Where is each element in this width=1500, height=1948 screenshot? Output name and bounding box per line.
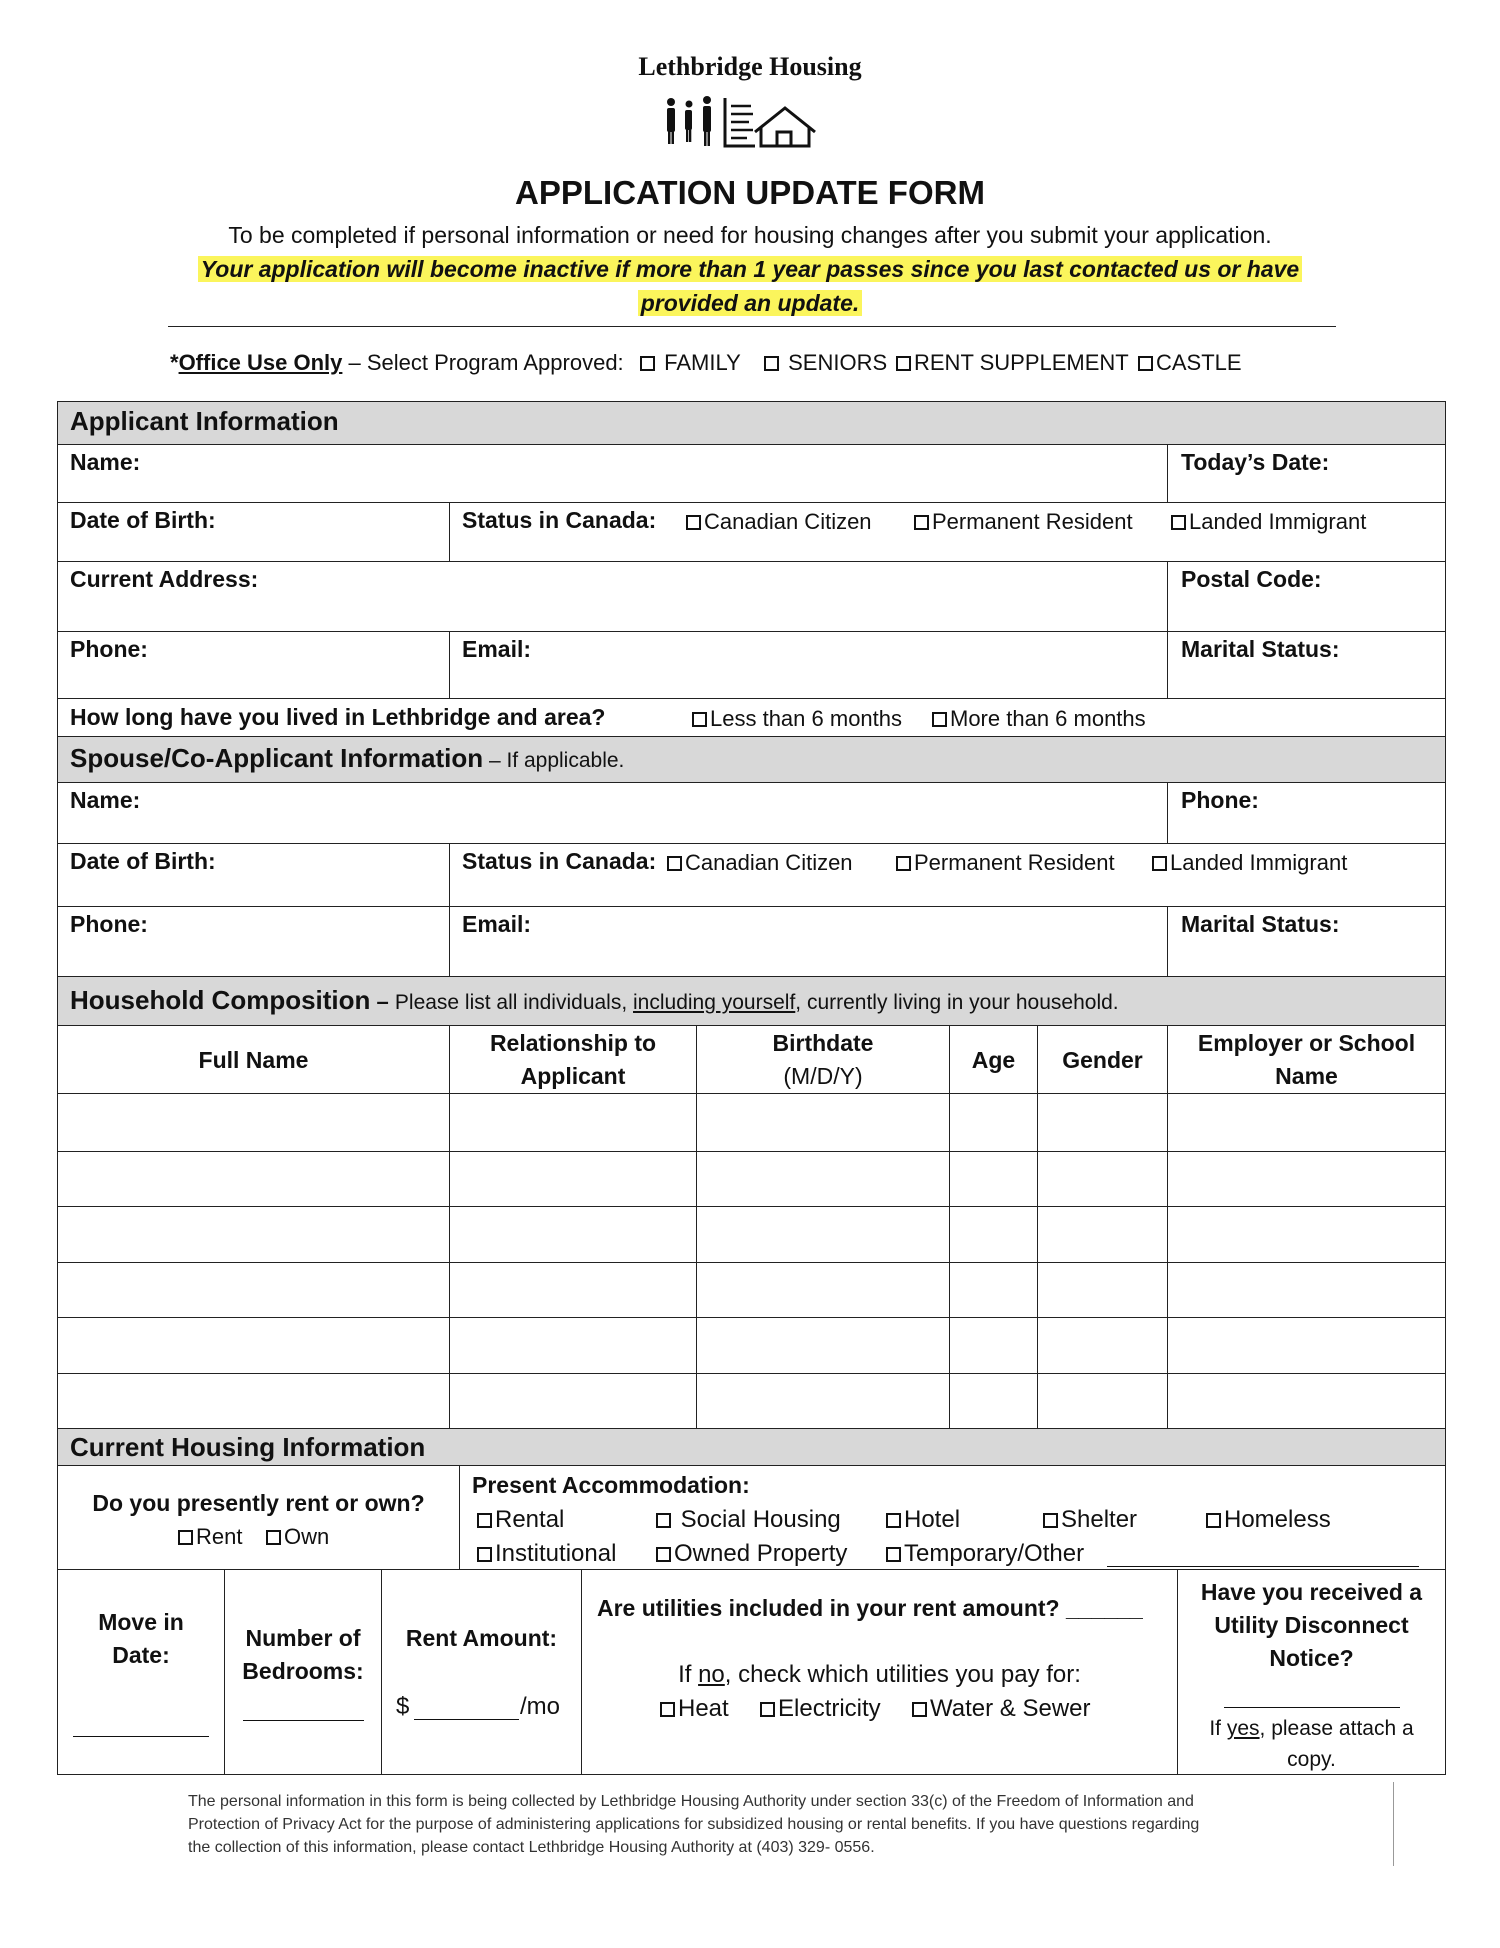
checkbox[interactable] (477, 1547, 492, 1562)
checkbox[interactable] (178, 1530, 193, 1545)
col-employer: Employer or School Name (1197, 1030, 1416, 1089)
applicant-section-title: Applicant Information (70, 406, 339, 436)
household-row-3[interactable] (58, 1207, 1445, 1262)
applicant-email-field[interactable]: Email: (462, 636, 532, 662)
spouse-marital-field[interactable]: Marital Status: (1181, 911, 1340, 937)
col-full-name: Full Name (198, 1047, 309, 1073)
checkbox[interactable] (886, 1513, 901, 1528)
household-row-2[interactable] (58, 1152, 1445, 1206)
checkbox[interactable] (656, 1513, 671, 1528)
disconnect-attach-note: If yes, please attach a copy. (1209, 1717, 1414, 1771)
rent-or-own-question: Do you presently rent or own? (92, 1490, 425, 1516)
household-section-title: Household Composition – Please list all individuals, including yourself, currently living in your household. (70, 985, 1119, 1015)
accommodation-temporary-other[interactable]: Temporary/Other (886, 1540, 1084, 1568)
applicant-status-landed[interactable]: Landed Immigrant (1171, 509, 1366, 535)
utilities-question[interactable]: Are utilities included in your rent amount? ______ (597, 1595, 1143, 1621)
postal-code-field[interactable]: Postal Code: (1181, 566, 1322, 592)
logo (600, 52, 900, 152)
spouse-status-label: Status in Canada: (462, 848, 657, 874)
header-divider (168, 326, 1336, 327)
checkbox[interactable] (932, 712, 947, 727)
checkbox[interactable] (1171, 515, 1186, 530)
checkbox[interactable] (1206, 1513, 1221, 1528)
present-accommodation-label: Present Accommodation: (472, 1472, 750, 1498)
accommodation-owned-property[interactable]: Owned Property (656, 1540, 847, 1568)
utility-water-sewer[interactable]: Water & Sewer (912, 1695, 1091, 1723)
own-option[interactable]: Own (266, 1524, 329, 1550)
accommodation-rental[interactable]: Rental (477, 1506, 564, 1534)
spouse-dob-field[interactable]: Date of Birth: (70, 848, 216, 874)
spouse-name-field[interactable]: Name: (70, 787, 141, 813)
household-row-5[interactable] (58, 1318, 1445, 1373)
program-rent-supplement-option[interactable]: RENT SUPPLEMENT (896, 350, 1129, 376)
spouse-section-title: Spouse/Co-Applicant Information – If applicable. (70, 743, 625, 773)
move-in-date-blank[interactable] (73, 1736, 209, 1737)
checkbox[interactable] (1152, 856, 1167, 871)
spouse-phone-top-field[interactable]: Phone: (1181, 787, 1259, 813)
rent-option[interactable]: Rent (178, 1524, 242, 1550)
checkbox[interactable] (692, 712, 707, 727)
privacy-notice: The personal information in this form is being collected by Lethbridge Housing Authority under section 33(c) of the Freedom of Information and Protection of Privacy Act for the purpose of administering applications for subsidized housing or rental benefits. If you have questions regarding the collection of this information, please contact Lethbridge Housing Authority at (403) 329- 0556. (188, 1793, 1200, 1856)
office-use-label: Office Use Only (178, 350, 343, 375)
bedrooms-blank[interactable] (243, 1720, 364, 1721)
rent-dollar-sign: $ (396, 1693, 410, 1720)
rent-amount-label: Rent Amount: (405, 1625, 558, 1651)
col-birthdate: Birthdate (M/D/Y) (772, 1030, 874, 1089)
applicant-name-field[interactable]: Name: (70, 449, 141, 475)
household-row-6[interactable] (58, 1374, 1445, 1428)
applicant-status-label: Status in Canada: (462, 507, 657, 533)
checkbox[interactable] (1043, 1513, 1058, 1528)
checkbox[interactable] (686, 515, 701, 530)
rent-amount-blank[interactable] (414, 1719, 519, 1720)
spouse-email-field[interactable]: Email: (462, 911, 532, 937)
spouse-status-citizen[interactable]: Canadian Citizen (667, 850, 853, 876)
spouse-status-permanent[interactable]: Permanent Resident (896, 850, 1115, 876)
inactive-warning-line2: provided an update. (0, 290, 1500, 317)
accommodation-hotel[interactable]: Hotel (886, 1506, 960, 1534)
checkbox[interactable] (896, 856, 911, 871)
checkbox[interactable] (886, 1547, 901, 1562)
checkbox[interactable] (912, 1702, 927, 1717)
col-relationship: Relationship to Applicant (489, 1030, 657, 1089)
disconnect-question: Have you received a Utility Disconnect Notice? (1200, 1579, 1423, 1671)
col-gender: Gender (1062, 1047, 1143, 1073)
accommodation-social-housing[interactable]: Social Housing (656, 1506, 841, 1534)
applicant-status-citizen[interactable]: Canadian Citizen (686, 509, 872, 535)
bedrooms-label: Number of Bedrooms: (242, 1625, 364, 1684)
accommodation-shelter[interactable]: Shelter (1043, 1506, 1137, 1534)
logo-family-house-icon (663, 92, 843, 152)
footer-side-rule (1393, 1782, 1394, 1866)
spouse-phone-field[interactable]: Phone: (70, 911, 148, 937)
housing-section-title: Current Housing Information (70, 1432, 426, 1462)
checkbox[interactable] (640, 356, 655, 371)
col-age: Age (971, 1047, 1016, 1073)
subtitle: To be completed if personal information or need for housing changes after you submit your application. (228, 222, 1272, 248)
inactive-warning-line1: Your application will become inactive if more than 1 year passes since you last contacted us or have (0, 256, 1500, 283)
current-address-field[interactable]: Current Address: (70, 566, 259, 592)
page-title: APPLICATION UPDATE FORM (515, 174, 985, 211)
lived-more-than-6-months[interactable]: More than 6 months (932, 706, 1146, 732)
temporary-other-blank[interactable] (1107, 1566, 1419, 1567)
program-family-option[interactable]: FAMILY (640, 350, 741, 376)
accommodation-institutional[interactable]: Institutional (477, 1540, 616, 1568)
lived-less-than-6-months[interactable]: Less than 6 months (692, 706, 902, 732)
utilities-if-no: If no, check which utilities you pay for: (678, 1661, 1081, 1688)
checkbox[interactable] (896, 356, 911, 371)
checkbox[interactable] (660, 1702, 675, 1717)
applicant-dob-field[interactable]: Date of Birth: (70, 507, 216, 533)
disconnect-answer-blank[interactable] (1224, 1707, 1400, 1708)
checkbox[interactable] (1138, 356, 1153, 371)
rent-per-month: /mo (520, 1693, 561, 1720)
checkbox[interactable] (667, 856, 682, 871)
utility-electricity[interactable]: Electricity (760, 1695, 881, 1723)
checkbox[interactable] (656, 1547, 671, 1562)
checkbox[interactable] (760, 1702, 775, 1717)
checkbox[interactable] (764, 356, 779, 371)
household-row-1[interactable] (58, 1094, 1445, 1151)
accommodation-homeless[interactable]: Homeless (1206, 1506, 1331, 1534)
household-row-4[interactable] (58, 1263, 1445, 1317)
todays-date-field[interactable]: Today’s Date: (1181, 449, 1330, 475)
applicant-phone-field[interactable]: Phone: (70, 636, 148, 662)
program-castle-option[interactable]: CASTLE (1138, 350, 1242, 376)
checkbox[interactable] (914, 515, 929, 530)
logo-text: Lethbridge Housing (638, 52, 862, 81)
checkbox[interactable] (477, 1513, 492, 1528)
applicant-status-permanent[interactable]: Permanent Resident (914, 509, 1133, 535)
program-seniors-option[interactable]: SENIORS (764, 350, 887, 376)
applicant-marital-field[interactable]: Marital Status: (1181, 636, 1340, 662)
spouse-status-landed[interactable]: Landed Immigrant (1152, 850, 1347, 876)
how-long-question: How long have you lived in Lethbridge and area? (70, 704, 606, 730)
office-use-line: *Office Use Only – Select Program Approved: (170, 350, 624, 375)
move-in-date-label: Move in Date: (98, 1609, 184, 1668)
checkbox[interactable] (266, 1530, 281, 1545)
utility-heat[interactable]: Heat (660, 1695, 729, 1723)
